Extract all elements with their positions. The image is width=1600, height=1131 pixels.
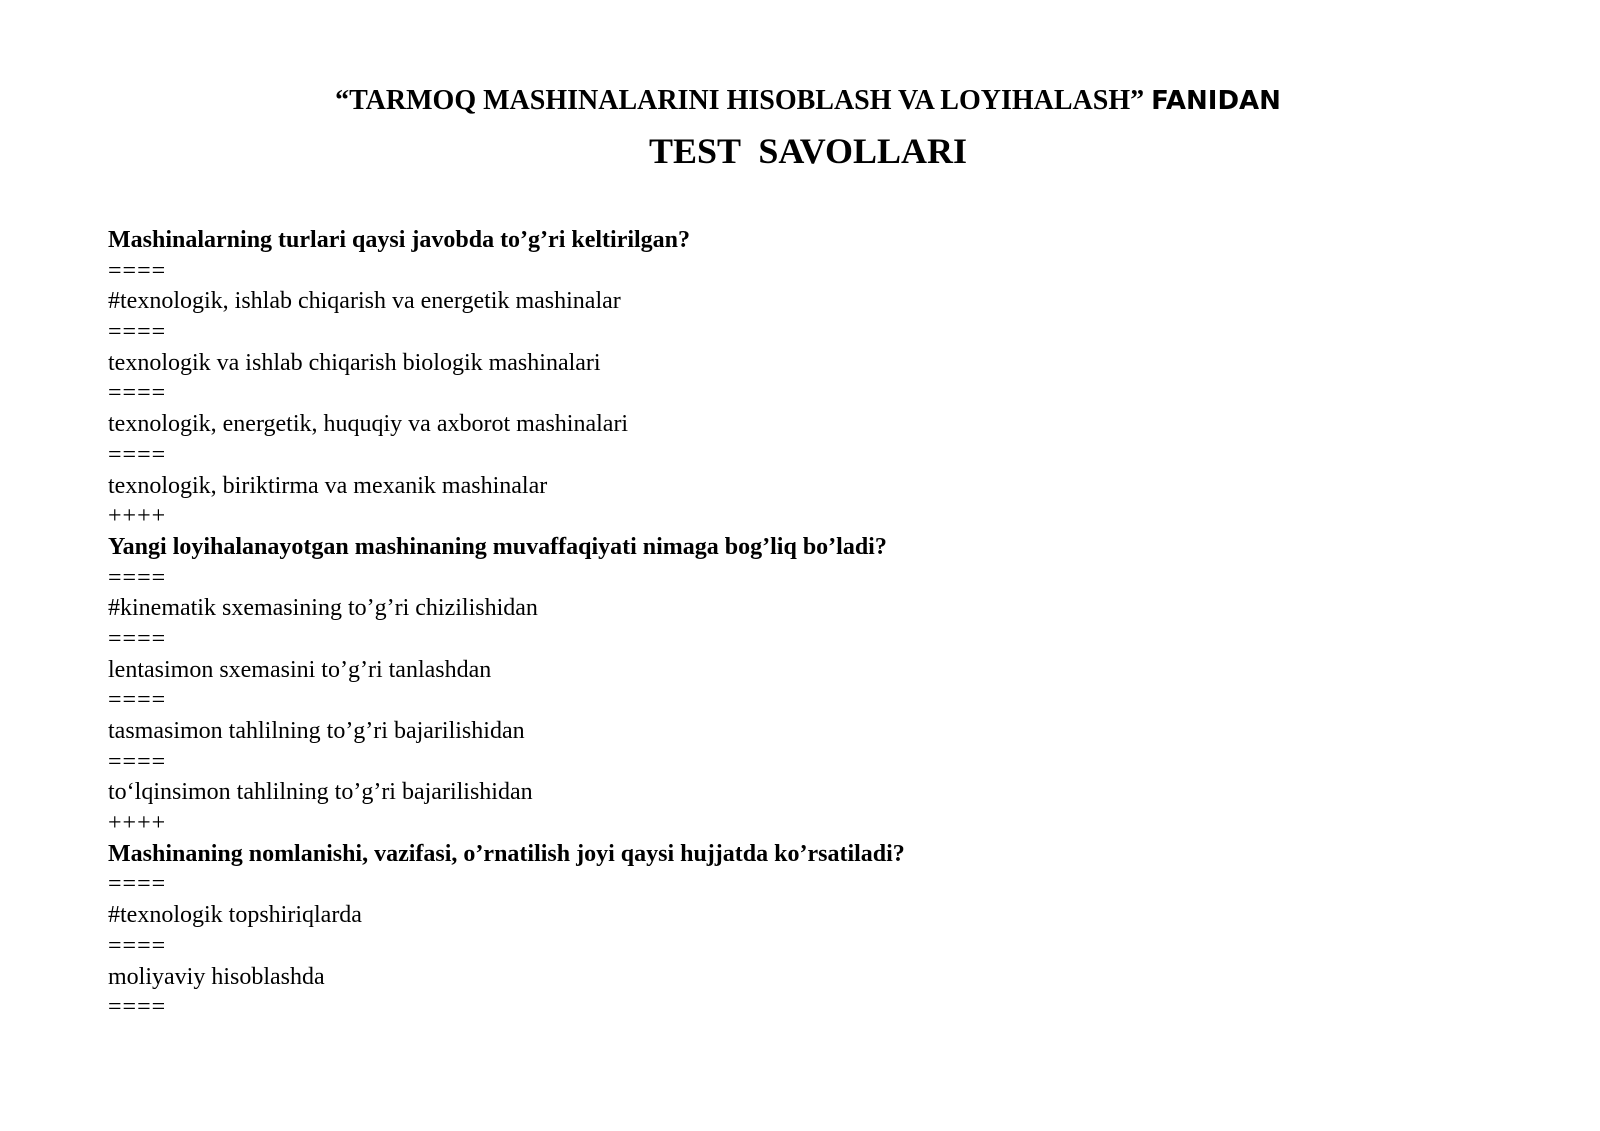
document-title-suffix: FANIDAN	[1151, 86, 1281, 116]
answer-option: #texnologik topshiriqlarda	[108, 902, 362, 929]
separator-line: ++++	[108, 810, 167, 837]
answer-option: texnologik va ishlab chiqarish biologik mashinalari	[108, 349, 601, 376]
question-text: Yangi loyihalanayotgan mashinaning muvaffaqiyati nimaga bog’liq bo’ladi?	[108, 533, 887, 560]
document-subtitle: TEST SAVOLLARI	[648, 131, 968, 171]
separator-line: ++++	[108, 503, 167, 530]
separator-line: ====	[108, 441, 167, 468]
separator-line: ====	[108, 564, 167, 591]
separator-line: ====	[108, 319, 167, 346]
separator-line: ====	[108, 687, 167, 714]
test-questions-list	[108, 225, 1508, 1023]
separator-line: ====	[108, 380, 167, 407]
answer-option: moliyaviy hisoblashda	[108, 963, 325, 990]
separator-line: ====	[108, 748, 167, 775]
answer-option: texnologik, biriktirma va mexanik mashinalar	[108, 472, 548, 499]
answer-option: lentasimon sxemasini to’g’ri tanlashdan	[108, 656, 492, 683]
separator-line: ====	[108, 871, 167, 898]
separator-line: ====	[108, 257, 167, 284]
answer-option: texnologik, energetik, huquqiy va axborot mashinalari	[108, 411, 629, 438]
answer-option: to‘lqinsimon tahlilning to’g’ri bajarilishidan	[108, 779, 533, 806]
answer-option: tasmasimon tahlilning to’g’ri bajarilishidan	[108, 718, 525, 744]
question-text: Mashinaning nomlanishi, vazifasi, o’rnatilish joyi qaysi hujjatda ko’rsatiladi?	[108, 840, 905, 867]
document-title	[16, 84, 1600, 118]
answer-option: #kinematik sxemasining to’g’ri chizilishidan	[108, 595, 538, 622]
answer-option: #texnologik, ishlab chiqarish va energetik mashinalar	[108, 288, 621, 315]
separator-line: ====	[108, 932, 167, 959]
separator-line: ====	[108, 625, 167, 652]
separator-line: ====	[108, 994, 167, 1021]
document-title-main: “TARMOQ MASHINALARINI HISOBLASH VA LOYIHALASH”	[335, 85, 1145, 116]
document-header	[0, 84, 1600, 172]
question-text: Mashinalarning turlari qaysi javobda to’g’ri keltirilgan?	[108, 227, 691, 253]
